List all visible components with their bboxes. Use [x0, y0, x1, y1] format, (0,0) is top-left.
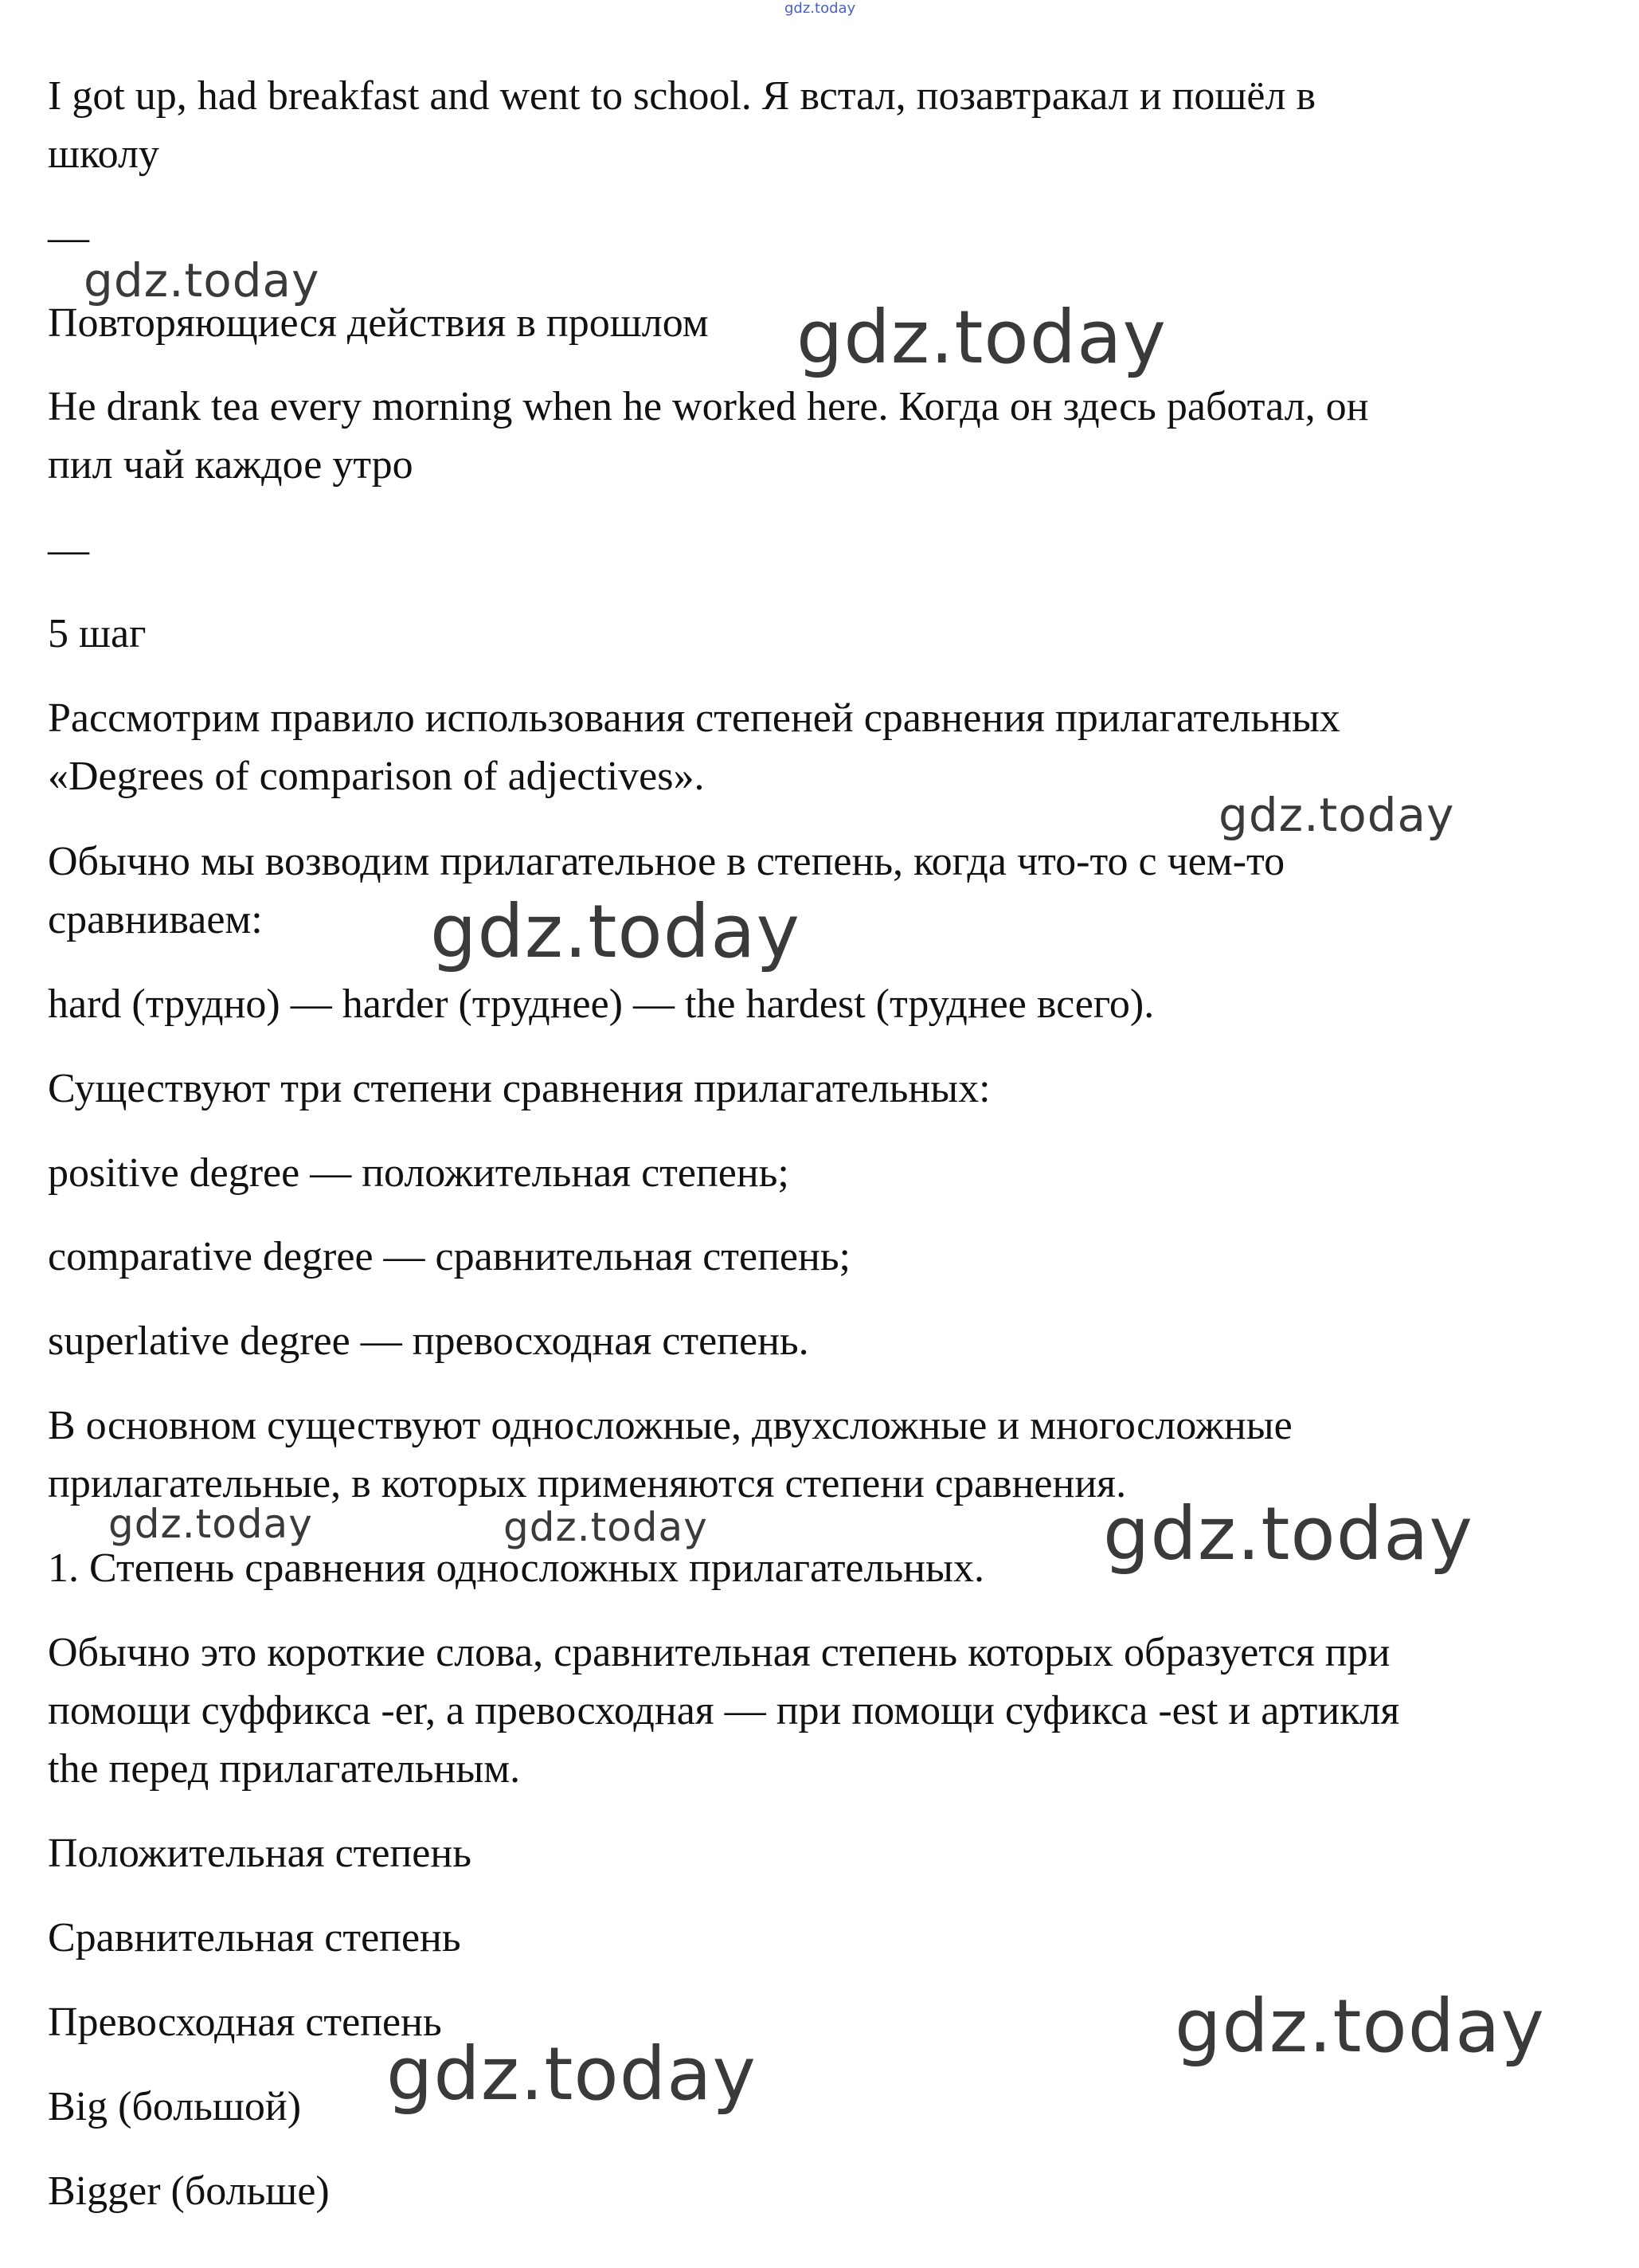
text-line: прилагательные, в которых применяются степени сравнения.: [48, 1461, 1127, 1506]
watermark: gdz.today: [503, 1504, 708, 1550]
watermark: gdz.today: [386, 2031, 757, 2117]
text-line: Существуют три степени сравнения прилагательных:: [48, 1066, 991, 1111]
table-label: Сравнительная степень: [48, 1915, 461, 1961]
text-line: the перед прилагательным.: [48, 1746, 521, 1792]
text-line: I got up, had breakfast and went to school. Я встал, позавтракал и пошёл в: [48, 73, 1316, 119]
watermark: gdz.today: [1103, 1491, 1473, 1577]
text-line: В основном существуют односложные, двухсложные и многосложные: [48, 1403, 1293, 1448]
text-line: школу: [48, 131, 159, 177]
section-heading: Повторяющиеся действия в прошлом: [48, 300, 709, 346]
watermark: gdz.today: [84, 253, 320, 307]
degree-item: positive degree — положительная степень;: [48, 1150, 789, 1196]
table-label: Положительная степень: [48, 1831, 471, 1876]
example-word: Big (большой): [48, 2084, 302, 2129]
text-line: He drank tea every morning when he worked here. Когда он здесь работал, он: [48, 384, 1369, 429]
degree-item: superlative degree — превосходная степень.: [48, 1318, 809, 1364]
watermark: gdz.today: [1175, 1984, 1545, 2069]
watermark: gdz.today: [796, 295, 1167, 380]
separator-dash: —: [48, 527, 89, 573]
watermark: gdz.today: [430, 889, 800, 974]
numbered-heading: 1. Степень сравнения односложных прилагательных.: [48, 1545, 984, 1591]
example-word: Bigger (больше): [48, 2168, 330, 2214]
text-line: помощи суффикса -er, а превосходная — при помощи суфикса -est и артикля: [48, 1688, 1400, 1733]
text-line: сравниваем:: [48, 897, 263, 942]
table-label: Превосходная степень: [48, 2000, 442, 2045]
text-line: «Degrees of comparison of adjectives».: [48, 754, 705, 799]
text-line: пил чай каждое утро: [48, 442, 413, 488]
separator-dash: —: [48, 215, 89, 260]
example-line: hard (трудно) — harder (труднее) — the hardest (труднее всего).: [48, 981, 1155, 1027]
text-line: Рассмотрим правило использования степеней сравнения прилагательных: [48, 695, 1340, 741]
watermark: gdz.today: [108, 1501, 313, 1547]
watermark: gdz.today: [1218, 788, 1455, 842]
text-line: Обычно мы возводим прилагательное в степень, когда что-то с чем-то: [48, 839, 1285, 884]
degree-item: comparative degree — сравнительная степень;: [48, 1234, 851, 1279]
top-watermark: gdz.today: [784, 0, 856, 17]
step-heading: 5 шаг: [48, 611, 147, 656]
text-line: Обычно это короткие слова, сравнительная степень которых образуется при: [48, 1630, 1391, 1675]
